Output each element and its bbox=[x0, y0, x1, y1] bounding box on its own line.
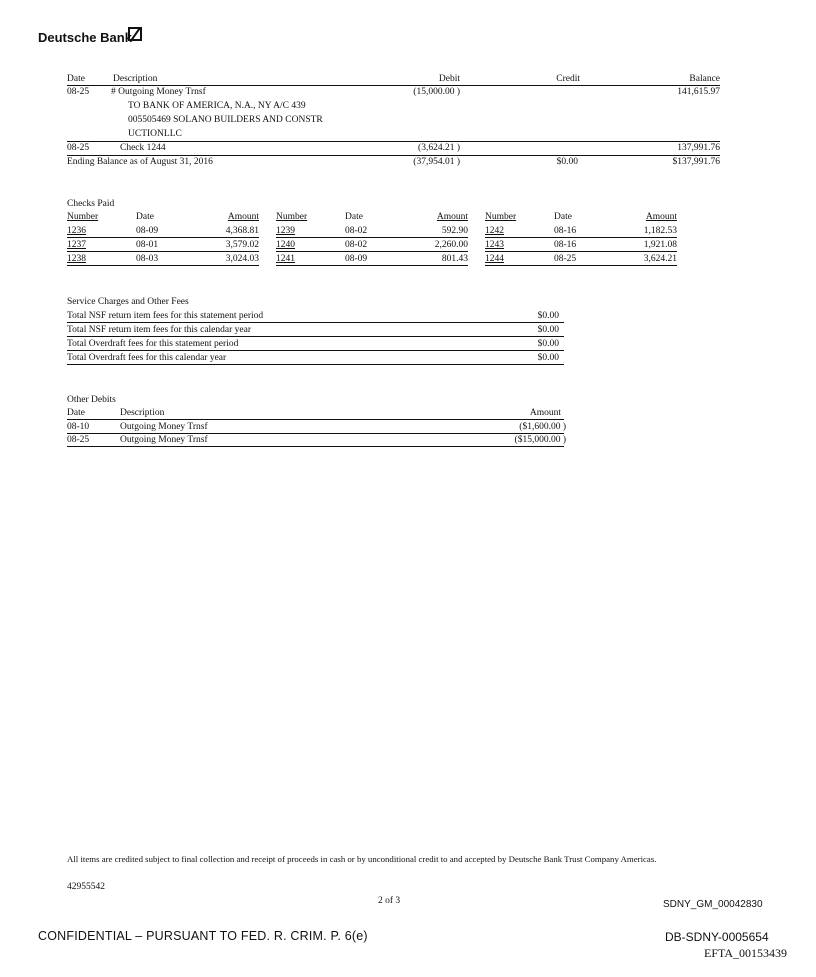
col-credit: Credit bbox=[556, 74, 580, 84]
check-number: 1242 bbox=[485, 226, 504, 236]
check-date: 08-25 bbox=[554, 254, 577, 264]
row-divider bbox=[276, 251, 468, 252]
debit-description: Outgoing Money Trnsf bbox=[120, 435, 208, 445]
debit-date: 08-25 bbox=[67, 435, 90, 445]
tx-balance: 141,615.97 bbox=[677, 87, 720, 97]
transaction-detail: TO BANK OF AMERICA, N.A., NY A/C 439 bbox=[128, 101, 306, 111]
col-description: Description bbox=[113, 74, 158, 84]
check-number: 1237 bbox=[67, 240, 86, 250]
checks-paid-title: Checks Paid bbox=[67, 199, 115, 209]
check-amount: 1,182.53 bbox=[643, 226, 677, 236]
transactions-header bbox=[67, 74, 720, 86]
transaction-row bbox=[67, 87, 720, 98]
col-balance: Balance bbox=[689, 74, 720, 84]
other-debits-col-amount: Amount bbox=[529, 408, 561, 418]
row-divider bbox=[485, 237, 677, 238]
check-amount: 3,579.02 bbox=[225, 240, 259, 250]
ending-debit: (37,954.01 ) bbox=[413, 157, 460, 167]
tx-date: 08-25 bbox=[67, 143, 90, 153]
row-divider bbox=[485, 265, 677, 266]
check-number: 1239 bbox=[276, 226, 295, 236]
check-date: 08-09 bbox=[345, 254, 368, 264]
fee-label: Total Overdraft fees for this statement period bbox=[67, 339, 239, 349]
other-debits-col-date: Date bbox=[67, 408, 85, 418]
confidential-notice: CONFIDENTIAL – PURSUANT TO FED. R. CRIM. P. 6(e) bbox=[38, 929, 368, 943]
bates-db: DB-SDNY-0005654 bbox=[665, 930, 769, 944]
fee-value: $0.00 bbox=[537, 339, 559, 349]
check-amount: 1,921.08 bbox=[643, 240, 677, 250]
debit-date: 08-10 bbox=[67, 422, 90, 432]
deutsche-bank-logo-icon bbox=[128, 27, 142, 41]
other-debits-title: Other Debits bbox=[67, 395, 116, 405]
debit-amount: ($1,600.00 ) bbox=[519, 422, 566, 432]
row-divider bbox=[67, 322, 564, 323]
tx-date: 08-25 bbox=[67, 87, 90, 97]
bank-name: Deutsche Bank bbox=[38, 30, 132, 45]
checks-col-date: Date bbox=[554, 212, 572, 222]
check-date: 08-02 bbox=[345, 240, 368, 250]
check-date: 08-16 bbox=[554, 240, 577, 250]
row-divider bbox=[67, 251, 259, 252]
checks-col-amount: Amount bbox=[227, 212, 259, 222]
debit-amount: ($15,000.00 ) bbox=[514, 435, 566, 445]
row-divider bbox=[276, 237, 468, 238]
check-number: 1243 bbox=[485, 240, 504, 250]
ending-balance: $137,991.76 bbox=[672, 157, 720, 167]
col-date: Date bbox=[67, 74, 85, 84]
row-divider bbox=[67, 237, 259, 238]
footer-disclaimer: All items are credited subject to final collection and receipt of proceeds in cash or by unconditional credit to and accepted by Deutsche Bank Trust Company Americas. bbox=[67, 854, 657, 864]
other-debits-col-description: Description bbox=[120, 408, 165, 418]
row-divider bbox=[67, 265, 259, 266]
checks-col-date: Date bbox=[345, 212, 363, 222]
check-number: 1240 bbox=[276, 240, 295, 250]
check-date: 08-16 bbox=[554, 226, 577, 236]
service-charges-title: Service Charges and Other Fees bbox=[67, 297, 189, 307]
row-divider bbox=[67, 364, 564, 365]
checks-col-number: Number bbox=[485, 212, 517, 222]
check-amount: 592.90 bbox=[441, 226, 468, 236]
fee-value: $0.00 bbox=[537, 353, 559, 363]
transaction-row bbox=[67, 143, 720, 154]
check-amount: 2,260.00 bbox=[434, 240, 468, 250]
check-amount: 3,624.21 bbox=[643, 254, 677, 264]
transaction-detail: 005505469 SOLANO BUILDERS AND CONSTR bbox=[128, 115, 323, 125]
row-divider bbox=[67, 141, 720, 142]
tx-debit: (3,624.21 ) bbox=[418, 143, 460, 153]
fee-label: Total NSF return item fees for this calendar year bbox=[67, 325, 251, 335]
tx-balance: 137,991.76 bbox=[677, 143, 720, 153]
ending-balance-row bbox=[67, 157, 720, 168]
row-divider bbox=[67, 433, 564, 434]
check-date: 08-02 bbox=[345, 226, 368, 236]
transaction-detail: UCTIONLLC bbox=[128, 129, 182, 139]
check-date: 08-01 bbox=[136, 240, 159, 250]
fee-label: Total Overdraft fees for this calendar year bbox=[67, 353, 227, 363]
tx-description: # Outgoing Money Trnsf bbox=[111, 87, 206, 97]
fee-label: Total NSF return item fees for this statement period bbox=[67, 311, 264, 321]
tx-description: Check 1244 bbox=[120, 143, 166, 153]
check-number: 1244 bbox=[485, 254, 504, 264]
row-divider bbox=[67, 336, 564, 337]
page-number: 2 of 3 bbox=[378, 896, 401, 906]
check-date: 08-09 bbox=[136, 226, 159, 236]
check-number: 1238 bbox=[67, 254, 86, 264]
row-divider bbox=[67, 446, 564, 447]
debit-description: Outgoing Money Trnsf bbox=[120, 422, 208, 432]
checks-col-amount: Amount bbox=[436, 212, 468, 222]
checks-col-date: Date bbox=[136, 212, 154, 222]
check-amount: 3,024.03 bbox=[225, 254, 259, 264]
checks-col-number: Number bbox=[276, 212, 308, 222]
ending-credit: $0.00 bbox=[556, 157, 578, 167]
fee-value: $0.00 bbox=[537, 325, 559, 335]
row-divider bbox=[67, 350, 564, 351]
check-amount: 801.43 bbox=[441, 254, 468, 264]
checks-col-number: Number bbox=[67, 212, 99, 222]
bates-sdny: SDNY_GM_00042830 bbox=[663, 899, 763, 910]
row-divider bbox=[67, 155, 720, 156]
ending-balance-label: Ending Balance as of August 31, 2016 bbox=[67, 157, 213, 167]
account-reference: 42955542 bbox=[67, 882, 105, 892]
bates-efta: EFTA_00153439 bbox=[704, 946, 788, 960]
row-divider bbox=[276, 265, 468, 266]
check-date: 08-03 bbox=[136, 254, 159, 264]
row-divider bbox=[485, 251, 677, 252]
check-number: 1236 bbox=[67, 226, 86, 236]
fee-value: $0.00 bbox=[537, 311, 559, 321]
check-amount: 4,368.81 bbox=[225, 226, 259, 236]
tx-debit: (15,000.00 ) bbox=[413, 87, 460, 97]
check-number: 1241 bbox=[276, 254, 295, 264]
header-divider bbox=[67, 419, 564, 420]
col-debit: Debit bbox=[438, 74, 460, 84]
checks-col-amount: Amount bbox=[645, 212, 677, 222]
